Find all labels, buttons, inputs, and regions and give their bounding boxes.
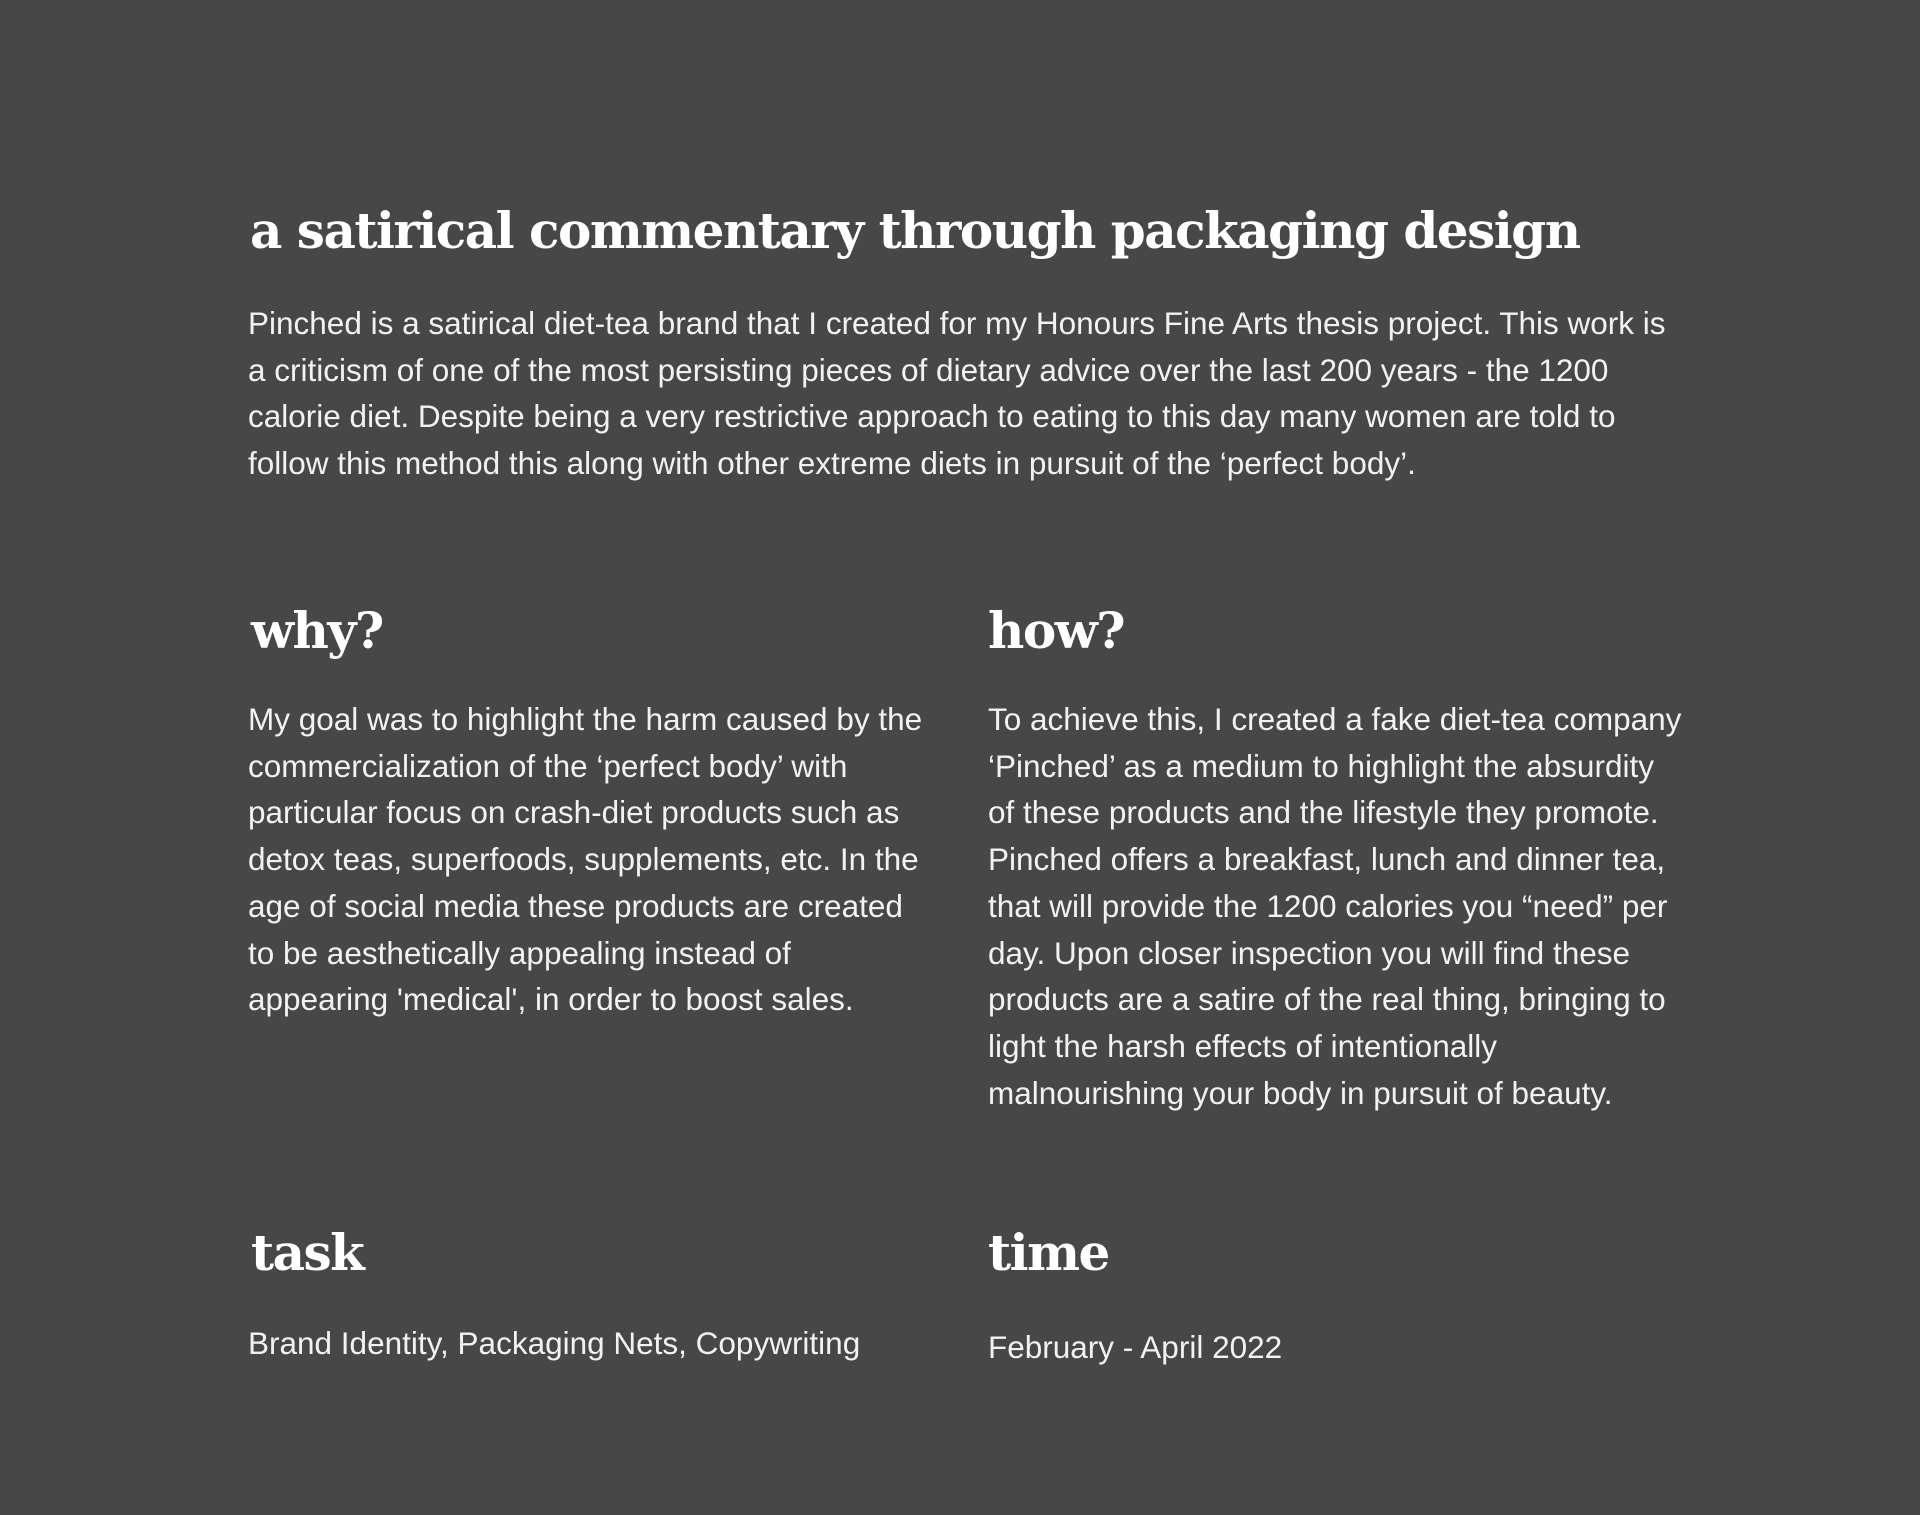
time-text: February - April 2022 <box>988 1329 1283 1365</box>
why-paragraph: My goal was to highlight the harm caused by the commercialization of the ‘perfect body’ with particular focus on crash-diet products such as detox teas, superfoods, supplements, etc. In the age of social media these products are created to be aesthetically appealing instead of appearing 'medical', in order to boost sales. <box>248 701 923 1018</box>
time-heading: time <box>988 1223 1109 1282</box>
intro-paragraph: Pinched is a satirical diet-tea brand that I created for my Honours Fine Arts thesis project. This work is a criticism of one of the most persisting pieces of dietary advice over the last 200 years - the 1200 calorie diet. Despite being a very restrictive approach to eating to this day many women are told to follow this method this along with other extreme diets in pursuit of the ‘perfect body’. <box>248 305 1666 481</box>
task-heading: task <box>251 1223 364 1282</box>
how-paragraph: To achieve this, I created a fake diet-tea company ‘Pinched’ as a medium to highlight the absurdity of these products and the lifestyle they promote. Pinched offers a breakfast, lunch and dinner tea, that will provide the 1200 calories you “need” per day. Upon closer inspection you will find these products are a satire of the real thing, bringing to light the harsh effects of intentionally malnourishing your body in pursuit of beauty. <box>988 701 1682 1111</box>
task-text: Brand Identity, Packaging Nets, Copywriting <box>248 1325 861 1361</box>
why-heading: why? <box>251 601 383 660</box>
how-heading: how? <box>988 601 1125 660</box>
page-title: a satirical commentary through packaging design <box>250 201 1580 260</box>
